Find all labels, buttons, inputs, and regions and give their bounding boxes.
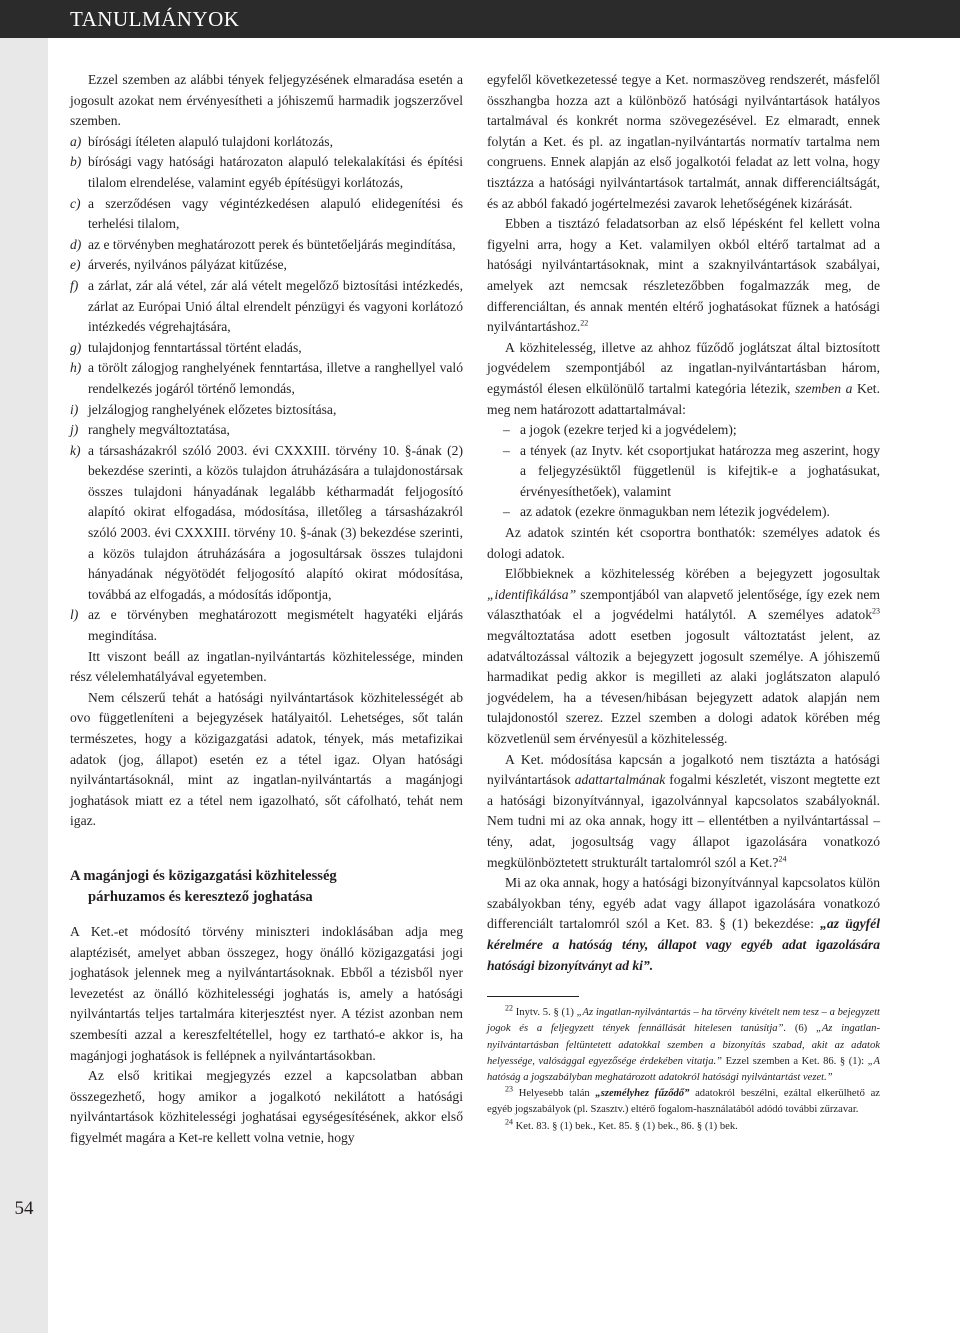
footnote-ref: 23 [872,606,880,616]
page-number: 54 [14,1198,34,1219]
left-column [70,70,463,1149]
body-paragraph: Ebben a tisztázó feladatsorban az első lépésként fel kellett volna figyelni arra, hogy a Ket. valamilyen okból eltérő tartalmat ad a hatósági nyilvántartásoknak, mint a szaknyilvántartások szabályai, amelyek azt nemcsak részletezőbben fogalmazzák meg, de differenciáltan, és annak mentén eltérő joghatásokat fűznek a hatósági nyilvántartáshoz.$^{22}$ [487,216,880,335]
section-heading-line: párhuzamos és keresztező joghatása [88,888,313,905]
body-paragraph: A közhitelesség, illetve az ahhoz fűződő joglátszat által biztosított jogvédelem szempontjából az ingatlan-nyilvántartásban három, egymástól élesen elkülönülő tartalmi kategória létezik, szemben a Ket. meg nem határozott adattartalmával: [487,339,880,417]
body-paragraph: egyfelől következetessé tegye a Ket. normaszöveg rendszerét, másfelől összhangba hozza azt a különböző hatósági nyilvántartások hatályos tartalmával és konkrét norma szövegezésével. Ez elmaradt, ennek folytán a Ket. és pl. az ingatlan-nyilvántartás normatív tartalma nem congruens. Ennek alapján az első jogalkotói feladat az lett volna, hogy tisztázza a hatósági nyilvántartások tartalmát, annak differenciáltságát, és az abból fakadó jogértelmezési zavarok lehetőségének kizárását. [487,72,880,211]
footnote-text: „személyhez fűződő” [595,1088,690,1100]
section-heading-line: A magánjogi és közigazgatási közhitelesség [70,867,337,884]
body-paragraph: Előbbieknek a közhitelesség körében a bejegyzett jogosultak „identifikálása” szempontjából van alapvető jelentősége, így ezek nem választhatóak el a jogvédelmi hatálytól. A személyes adatok$^{23}$ megváltoztatása adott esetben jogosult változtatást jelent, az adatváltozással változik a bejegyzett jogosult személye. A jóhiszemű harmadikat pedig akkor is megilleti az alaki joglátszaton alapuló jogvédelem, ha a tévesen/hibásan bejegyzett adatok alapján nem tulajdonostól szerez. Ezzel szemben a dologi adatok körében még közvetlenül sem érvényesül a közhitelesség. [487,566,880,746]
body-paragraph: A Ket.-et módosító törvény miniszteri indoklásában adja meg alaptézisét, amelyet abban összegez, hogy önálló közigazgatási jogi joghatások jelennek meg a nyilvántartásoknak. Ebből a tézisből nyer levezetést az önálló közhitelességi joghatás is, amely a hatósági nyilvántartás teljes tartalmára kiterjesztést nyer. A tézist azonban nem szembesíti azzal a kereszfeltétellel, hogy ez tartható-e akkor is, ha magánjogi joghatások is fellépnek a nyilvántartásokban. [70,923,463,1063]
footnote [487,1119,880,1135]
list-item: c) a szerződésen vagy végintézkedésen alapuló elidegenítési és terhelési tilalom, [70,195,463,232]
footnote-text: „A hatóság a jogszabályban meghatározott adatokról hatósági nyilvántartást vezet.” [487,1055,880,1083]
list-item: l) az e törvényben meghatározott megismételt hagyatéki eljárás megindítása. [70,607,463,644]
footnote-text: (6) [786,1023,816,1035]
body-paragraph: Nem célszerű tehát a hatósági nyilvántartások közhitelességét ab ovo függetleníteni a bejegyzések hatályaitól. Lehetséges, sőt talán természetes, hogy a közigazgatási adatok, tények, más metafizikai adatok (jog, állapot) esetén ez a tétel igaz. Olyan hatósági nyilvántartásoknál, mint az ingatlan-nyilvántartás a magánjogi joghatások miatt ez a tétel nem igazolható, sőt cáfolható, tehát nem igaz. [70,689,463,829]
body-paragraph: Az adatok szintén két csoportra bonthatók: személyes adatok és dologi adatok. [487,525,880,561]
section-heading [70,866,463,908]
footnote-text: adatokról beszélni, ezáltal elkerülhető az egyéb jogszabályok (pl. Szasztv.) eltérő fogalom-használatából adódó további zűrzavar. [487,1088,880,1116]
footnote-number: 22 [505,1003,513,1013]
footnote-text: Helyesebb talán [513,1088,596,1100]
footnote-text: Ezzel szemben a Ket. 86. § (1): [722,1055,868,1067]
right-column [487,70,880,1135]
footnote-number: 23 [505,1084,513,1094]
footnote-text: „Az ingatlan-nyilvántartás – ha törvény kivételt nem tesz – a bejegyzett jogok és a feljegyzett tények fennállását hitelesen tanúsítja”. [487,1007,880,1035]
list-item: – a jogok (ezekre terjed ki a jogvédelem); [503,422,737,438]
list-item: a) bírósági ítéleten alapuló tulajdoni korlátozás, [70,133,333,149]
list-item: j) ranghely megváltoztatása, [70,422,230,438]
list-item: d) az e törvényben meghatározott perek és büntetőeljárás megindítása, [70,236,456,252]
footnote [487,1086,880,1118]
list-item: – az adatok (ezekre önmagukban nem létezik jogvédelem). [503,504,830,520]
section-title: TANULMÁNYOK [70,7,240,31]
intro-paragraph: Ezzel szemben az alábbi tények feljegyzésének elmaradása esetén a jogosult azokat nem érvényesítheti a jóhiszemű harmadik jogszerzővel szemben. [70,72,463,129]
side-strip [0,38,48,1333]
footnote-text: „Az ingatlan-nyilvántartásban feltüntetett adatokkal szemben a bizonyítás szabad, akit az adatok helyessége, valósággal egyezősége érdekében vitatja.” [487,1023,880,1067]
list-item: k) a társasházakról szóló 2003. évi CXXXIII. törvény 10. §-ának (2) bekezdése szerinti, a közös tulajdon átruházására a tulajdonostársak összes tulajdoni hányadának legalább kétharmadát feljogosító alapító okirat elfogadása, módosítása, illetőleg a társasházakról szóló 2003. évi CXXXIII. törvény 10. §-ának (3) bekezdése szerinti, a közös tulajdon átruházására a jogosultársak összes tulajdoni hányadának négyötödét feljogosító alapító okirat módosítása, továbbá az elfogadás, a módosítás időpontja, [70,442,463,602]
footnote-divider [487,996,579,997]
header-band [0,0,960,38]
footnote-ref: 22 [580,318,589,328]
body-paragraph: Mi az oka annak, hogy a hatósági bizonyítvánnyal kapcsolatos külön szabályokban tény, egyéb adat vagy állapot igazolására vonatkozó differenciált tartalomról szól a Ket. 83. § (1) bekezdése: „az ügyfél kérelmére a hatóság tény, állapot vagy egyéb adat igazolására hatósági bizonyítványt ad ki”. [487,875,880,973]
list-item: – a tények (az Inytv. két csoportjukat határozza meg aszerint, hogy a feljegyzésüktől függetlenül is kifejtik-e a joghatásukat, érvényesíthetőek), valamint [503,442,880,499]
body-paragraph: Itt viszont beáll az ingatlan-nyilvántartás közhitelessége, minden rész vélelemhatályával egyetemben. [70,648,463,685]
footnote [487,1005,880,1086]
footnote-text: Ket. 83. § (1) bek., Ket. 85. § (1) bek., 86. § (1) bek. [513,1120,738,1132]
body-paragraph: A Ket. módosítása kapcsán a jogalkotó nem tisztázta a hatósági nyilvántartások adattartalmának fogalmi készletét, viszont megtette ezt a hatósági bizonyítvánnyal, igazolvánnyal kapcsolatos szabályoknál. Nem tudni mi az oka annak, hogy itt – ellentétben a nyilvántartással – tény, adat, jogosultság vagy állapot igazolására vonatkozó megkülönböztetett strukturált tartalomról szól a Ket.?$^{24}$ [487,751,880,870]
list-item: b) bírósági vagy hatósági határozaton alapuló telekalakítási és építési tilalom elrendelése, valamint egyéb építésügyi korlátozás, [70,154,463,190]
footnotes [487,1005,880,1135]
list-item: i) jelzálogjog ranghelyének előzetes biztosítása, [70,401,337,417]
footnote-text: Inytv. 5. § (1) [513,1007,577,1019]
footnote-number: 24 [505,1117,513,1127]
body-paragraph: Az első kritikai megjegyzés ezzel a kapcsolatban abban összegezhető, hogy amikor a jogalkotó nekilátott a hatósági nyilvántartások közhitelességi joghatásai egységesítésének, akkor első figyelmét magára a Ket-re kellett volna vetnie, hogy [70,1068,463,1145]
content-category-list [487,420,880,523]
list-item: h) a törölt zálogjog ranghelyének fenntartása, illetve a ranghellyel való rendelkezés jogáról történő lemondás, [70,360,463,396]
restriction-list [70,132,463,647]
list-item: g) tulajdonjog fenntartással történt eladás, [70,339,302,355]
list-item: f) a zárlat, zár alá vétel, zár alá vételt megelőző biztosítási intézkedés, zárlat az Európai Unió által elrendelt pénzügyi és vagyoni korlátozó intézkedés végrehajtására, [70,277,463,335]
footnote-ref: 24 [778,854,787,864]
list-item: e) árverés, nyilvános pályázat kitűzése, [70,257,287,273]
